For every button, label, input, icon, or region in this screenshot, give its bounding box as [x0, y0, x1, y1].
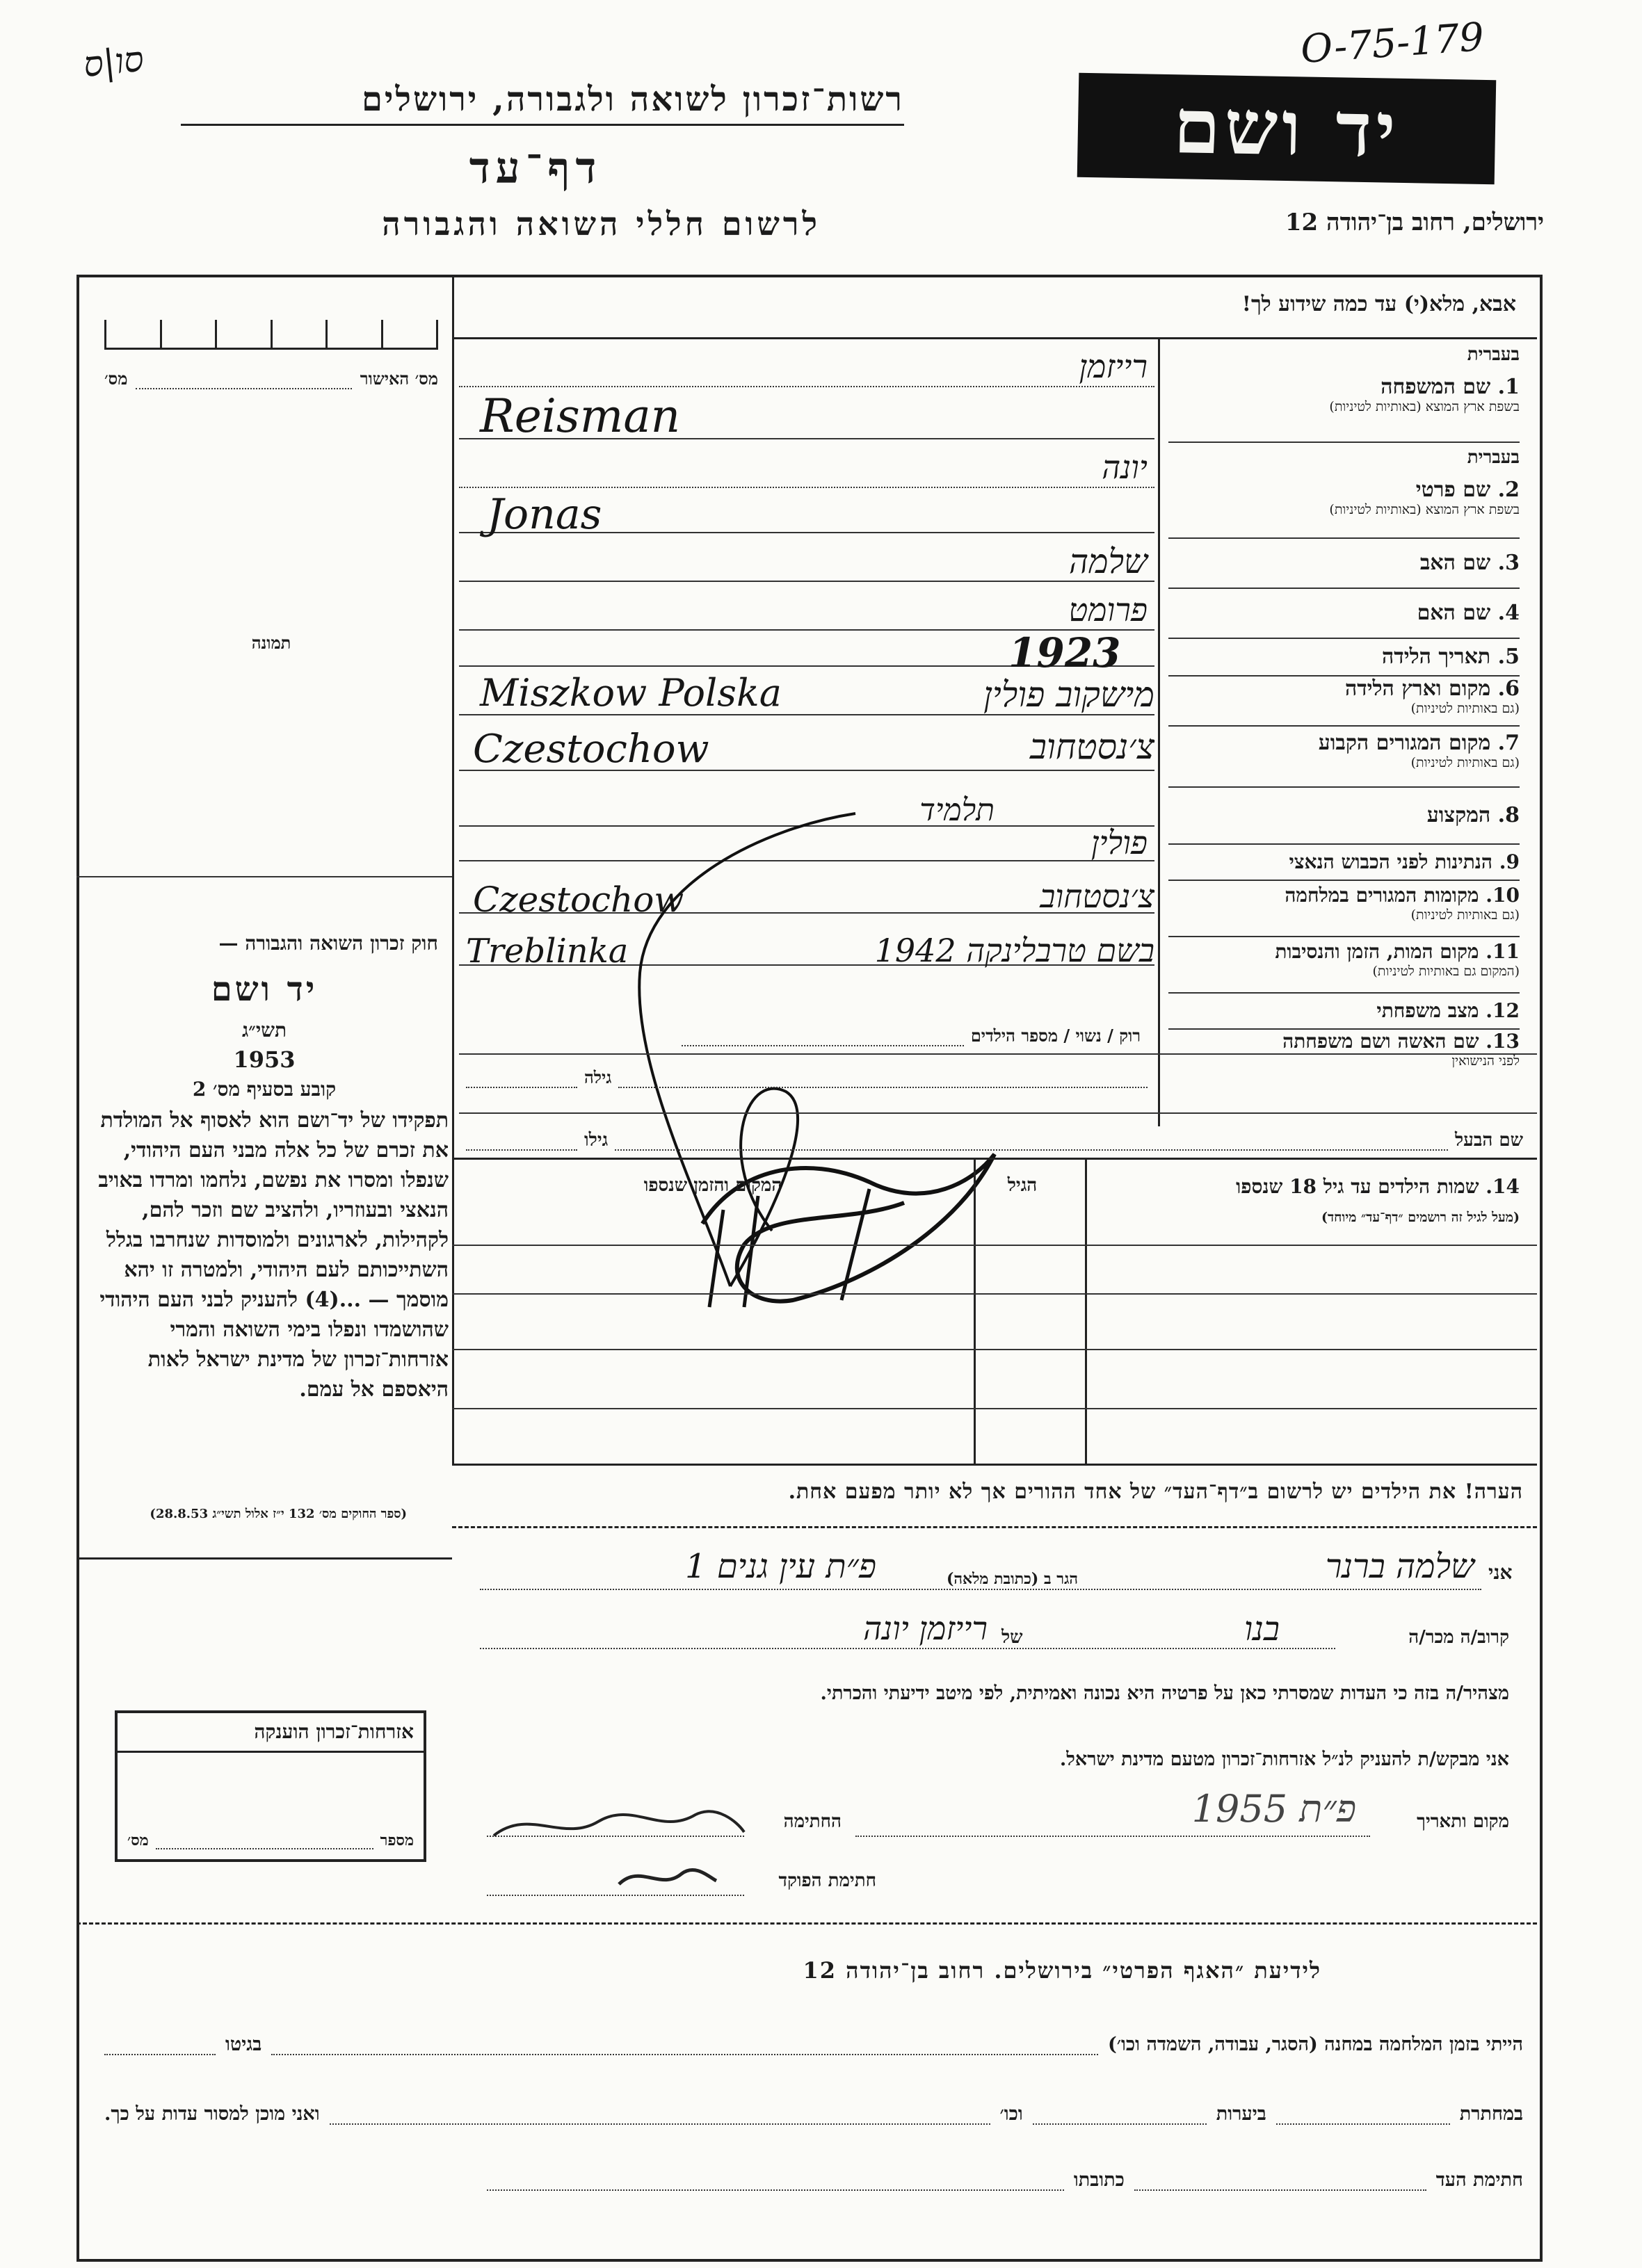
declaration-line-2 [480, 1648, 1335, 1649]
field-7-sub: (גם באותיות לטיניות) [1410, 755, 1520, 770]
surname-latin[interactable]: Reisman [480, 389, 681, 443]
surname-hebrew[interactable]: רייזמן [1079, 348, 1148, 385]
sidebar-divider [452, 275, 454, 1464]
field-2-label: 2. שם פרטי [1415, 478, 1520, 502]
relative-label: קרוב/ה מכר/ה [1408, 1627, 1509, 1648]
husband-label: שם הבעל [1454, 1130, 1523, 1151]
field-10-label: 10. מקומות המגורים במלחמה [1285, 884, 1520, 907]
law-section: קובע בסעיף מס׳ 2 [192, 1078, 337, 1101]
children-title: 14. שמות הילדים עד גיל 18 שנספו [1236, 1175, 1520, 1198]
marital-options[interactable]: רוק / נשוי / מספר הילדים [970, 1026, 1141, 1046]
children-row-3 [452, 1349, 1537, 1350]
field-12-label: 12. מצב משפחתי [1168, 994, 1520, 1030]
authority-underline [181, 124, 904, 126]
field-11-sub: (המקום גם באותיות לטיניות) [1372, 964, 1520, 979]
nationality[interactable]: פולין [1090, 824, 1148, 861]
children-row-4 [452, 1408, 1537, 1409]
line-2a [459, 487, 1154, 488]
wife-name-field[interactable] [618, 1067, 1148, 1088]
field-8-label: 8. המקצוע [1168, 788, 1520, 845]
relation[interactable]: בנו [1243, 1610, 1280, 1649]
footer-witness-signature-label: חתימת העד [1435, 2169, 1523, 2191]
form-title: דף־עד [469, 143, 602, 193]
field-13-label-cell [1168, 1030, 1520, 1075]
of-label: של [1001, 1627, 1023, 1648]
witness-signature [487, 1794, 751, 1856]
intro-instruction: אבא, מלא(י) עד כמה שידוע לך! [1241, 292, 1516, 316]
death-place-hebrew[interactable]: בשם טרבלינקה 1942 [874, 932, 1154, 969]
i-label: אני [1488, 1561, 1513, 1584]
father-name[interactable]: שלמה [1068, 542, 1148, 581]
form-subtitle: לרשום חללי השואה והגבורה [382, 205, 821, 243]
footer-etc-field[interactable] [330, 2103, 990, 2125]
husband-name-field[interactable] [615, 1130, 1448, 1151]
wife-row [466, 1067, 1148, 1088]
field-13-label: 13. שם האשה ושם משפחתה [1282, 1030, 1520, 1053]
footer-line-2 [104, 2103, 1523, 2125]
law-year-heb: תשי״ג [241, 1019, 287, 1042]
footer-address-label: כתובתו [1073, 2169, 1125, 2191]
note: הערה! את הילדים יש לרשום ב״דף־העד״ של אחד ההורים אך לא יותר מפעם אחת. [788, 1480, 1523, 1504]
field-5-label: 5. תאריך הלידה [1168, 639, 1520, 677]
field-2-label-cell [1168, 447, 1520, 539]
residence-latin[interactable]: Czestochow [473, 727, 709, 772]
intro-divider [452, 337, 1537, 339]
officer-label: חתימת הפוקד [778, 1870, 876, 1891]
citizenship-number-label: מספר [380, 1831, 414, 1849]
husband-row [466, 1130, 1523, 1151]
place-date-value[interactable]: פ״ת 1955 [1191, 1787, 1356, 1831]
in-hebrew-label-2: בעברית [1467, 447, 1520, 468]
children-col-age: הגיל [1007, 1175, 1038, 1196]
yad-vashem-logo [1077, 73, 1497, 184]
field-9-label: 9. הנתינות לפני הכבוש הנאצי [1168, 845, 1520, 881]
approval-field[interactable] [136, 368, 351, 389]
sidebar-bottom [77, 1557, 452, 1560]
photo-divider [77, 876, 452, 877]
labels-column [1168, 344, 1520, 1075]
witness-name[interactable]: שלמה ברנר [1325, 1547, 1474, 1586]
resides-label: הגר ב (כתובת מלאה) [946, 1570, 1078, 1588]
footer-underground-field[interactable] [1276, 2103, 1450, 2125]
citizenship-number-mark: מס׳ [127, 1831, 149, 1849]
birthplace-latin[interactable]: Miszkow Polska [480, 671, 782, 715]
citizenship-box [115, 1710, 426, 1862]
photo-label: תמונה [251, 633, 291, 653]
field-4-label: 4. שם האם [1168, 589, 1520, 639]
footer-line-1 [104, 2034, 1523, 2055]
law-gazette: (ספר החוקים מס׳ 132 י״ז אלול תשי״ג 28.8.53) [150, 1507, 407, 1521]
birth-date[interactable]: 1923 [1008, 629, 1121, 677]
footer-forests-label: ביערות [1216, 2103, 1266, 2125]
children-col-place: המקום והזמן שנספו [643, 1175, 782, 1196]
first-name-hebrew[interactable]: יונה [1102, 448, 1148, 486]
place-date-line [855, 1836, 1370, 1837]
footer-witness-signature-field[interactable] [1134, 2169, 1426, 2191]
footer-ghetto-field[interactable] [104, 2034, 216, 2055]
citizenship-number-field[interactable] [156, 1831, 373, 1849]
field-3-label: 3. שם האב [1168, 539, 1520, 589]
field-11-label: 11. מקום המות, הזמן והנסיבות [1275, 940, 1520, 963]
note-divider [452, 1526, 1537, 1528]
statement: מצהיר/ה בזה כי העדות שמסרתי כאן על פרטיה היא נכונה ואמיתית, לפי מיטב ידיעתי והכרתי. [820, 1683, 1509, 1704]
law-name: יד ושם [211, 970, 318, 1009]
footer-etc-label: וכו׳ [999, 2103, 1023, 2125]
field-10-sub: (גם באותיות לטיניות) [1410, 907, 1520, 923]
footer-camp-text: הייתי בזמן המלחמה במחנה (הסגר, עבודה, השמדה וכו׳) [1108, 2034, 1523, 2055]
footer-ghetto-label: בגיטו [225, 2034, 262, 2055]
children-divider-1 [1085, 1158, 1087, 1464]
wartime-residence-hebrew[interactable]: צ׳נסטחוב [1040, 877, 1154, 915]
footer-divider [77, 1922, 1537, 1925]
death-place-latin[interactable]: Treblinka [466, 932, 629, 971]
children-bottom [452, 1464, 1537, 1466]
field-13-sub: לפני הנישואין [1451, 1053, 1520, 1069]
children-top [452, 1158, 1537, 1160]
signature-label: החתימה [783, 1811, 842, 1832]
citizenship-number-row [127, 1831, 414, 1849]
line-13 [459, 1112, 1537, 1114]
approval-label: מס׳ האישור [360, 368, 438, 389]
field-1-label: 1. שם המשפחה [1381, 375, 1520, 399]
line-1a [459, 386, 1154, 387]
husband-age-field[interactable] [466, 1130, 577, 1151]
field-6-sub: (גם באותיות לטיניות) [1410, 701, 1520, 716]
line-12 [459, 1053, 1537, 1055]
footer-forests-field[interactable] [1033, 2103, 1207, 2125]
birthplace-hebrew[interactable]: מישקוב פולין [983, 674, 1154, 715]
footer-line-3 [487, 2169, 1523, 2191]
declaration-line-1 [480, 1589, 1481, 1590]
corner-note: סו|ס [81, 38, 146, 86]
footer-camp-field[interactable] [271, 2034, 1098, 2055]
wife-age-label: גילה [584, 1067, 612, 1087]
wife-age-field[interactable] [466, 1067, 577, 1088]
field-1-label-cell [1168, 344, 1520, 443]
husband-age-label: גילו [584, 1130, 609, 1151]
field-10-label-cell [1168, 884, 1520, 937]
archive-number: O-75-179 [1299, 14, 1486, 73]
in-hebrew-label-1: בעברית [1467, 344, 1520, 365]
footer-heading: לידיעת ״האגף הפרטי״ בירושלים. רחוב בן־יהודה 12 [803, 1957, 1321, 1984]
children-row-2 [452, 1293, 1537, 1295]
logo-text: יד ושם [1173, 82, 1401, 175]
authority-name: רשות־זכרון לשואה ולגבורה, ירושלים [361, 80, 904, 119]
field-11-label-cell [1168, 940, 1520, 994]
field-7-label-cell [1168, 731, 1520, 788]
field-6-label-cell [1168, 677, 1520, 727]
law-text: תפקידו של יד־ושם הוא לאסוף אל המולדת את זכרם של כל אלה מבני העם היהודי, שנפלו ומסרו את נפשם, נלחמו ומרדו באויב הנאצי ובעוזריו, ולהציב שם וזכר להם, לקהילות, לארגונים ולמוסדות שנחרבו בגלל השתייכותם לעם היהודי, ולמטרה זו יהא מוסמך — ...(4) להעניק לבני העם היהודי שהושמדו ונפלו בימי השואה והמרי אזרחות־זכרון של מדינת ישראל לאות היאספם אל עמם. [98, 1108, 449, 1402]
officer-signature [612, 1856, 723, 1898]
law-year: 1953 [233, 1046, 296, 1073]
field-6-label: 6. מקום וארץ הלידה [1344, 677, 1520, 701]
children-scribble [695, 1140, 1015, 1314]
witness-address[interactable]: פ״ת עין גנים 1 [685, 1547, 876, 1586]
address: ירושלים, רחוב בן־יהודה 12 [1285, 209, 1544, 236]
approval-no-label: מס׳ [104, 368, 128, 389]
citizenship-title: אזרחות־זכרון הוענקה [118, 1713, 424, 1753]
label-column-divider [1158, 337, 1160, 1126]
law-title: חוק זכרון השואה והגבורה — [218, 932, 438, 955]
field-7-label: 7. מקום המגורים הקבוע [1318, 731, 1520, 755]
first-name-latin[interactable]: Jonas [487, 490, 602, 539]
children-count-field[interactable] [682, 1026, 964, 1046]
residence-hebrew[interactable]: צ׳נסטחוב [1029, 727, 1154, 767]
approval-row [104, 368, 438, 389]
footer-underground-label: במחתרת [1459, 2103, 1523, 2125]
children-divider-2 [974, 1158, 976, 1464]
children-row-1 [452, 1245, 1537, 1246]
footer-ready-text: ואני מוכן למסור עדות על כך. [104, 2103, 320, 2125]
children-subtitle: (מעל לגיל זה רושמים ״דף־עד״ מיוחד) [1321, 1210, 1520, 1225]
subject-name[interactable]: רייזמן יונה [863, 1610, 988, 1647]
profession[interactable]: תלמיד [919, 793, 995, 828]
footer-address-field[interactable] [487, 2169, 1064, 2191]
field-2-sub: בשפת ארץ המוצא (באותיות לטיניות) [1329, 502, 1520, 517]
request: אני מבקש/ת להעניק לנ״ל אזרחות־זכרון מטעם מדינת ישראל. [1059, 1749, 1509, 1770]
mother-name[interactable]: פרומט [1068, 591, 1148, 629]
field-1-sub: בשפת ארץ המוצא (באותיות לטיניות) [1329, 399, 1520, 414]
wartime-residence-latin[interactable]: Czestochow [473, 880, 684, 920]
marital-row [682, 1026, 1141, 1046]
place-date-label: מקום ותאריך [1417, 1811, 1509, 1832]
approval-ticks [104, 320, 438, 350]
